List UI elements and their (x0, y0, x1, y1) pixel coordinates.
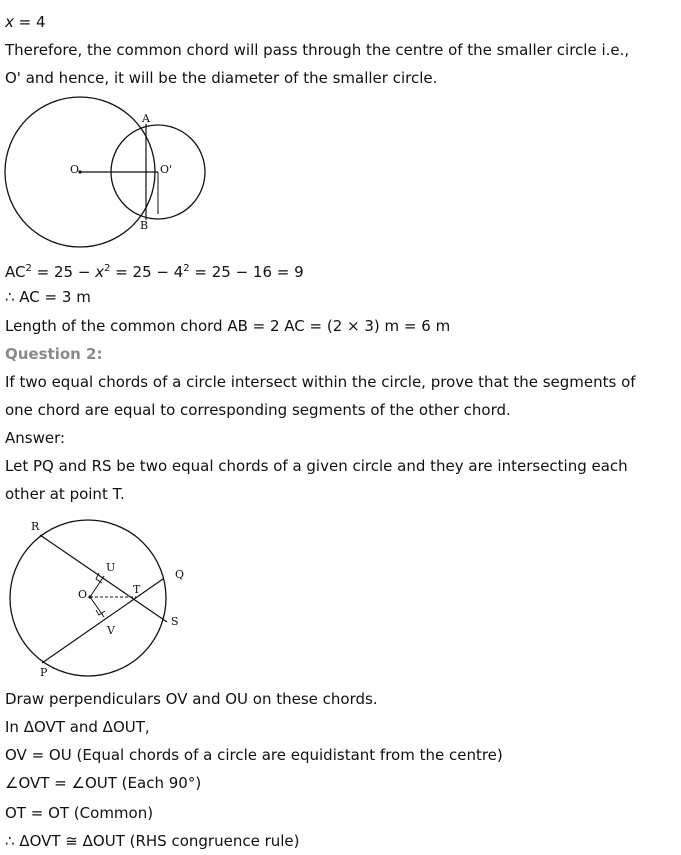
label-q: Q (175, 568, 185, 581)
paragraph-line: Let PQ and RS be two equal chords of a given circle and they are intersecting each (5, 457, 628, 475)
answer-heading: Answer: (5, 429, 66, 447)
label-v: V (107, 624, 115, 637)
equation-ac-squared (5, 259, 671, 282)
paragraph-line: ∠OVT = ∠OUT (Each 90°) (5, 774, 202, 792)
equal-chords-figure (0, 515, 200, 680)
label-o: O (70, 163, 80, 176)
paragraph-line: Draw perpendiculars OV and OU on these chords. (5, 690, 378, 708)
chord-pq (42, 579, 163, 663)
label-o: O (78, 588, 88, 601)
label-p: P (40, 666, 48, 679)
variable-x: x (95, 263, 105, 281)
superscript-2: 2 (104, 263, 111, 274)
chord-circle (10, 520, 166, 676)
paragraph-line: O' and hence, it will be the diameter of the smaller circle. (5, 69, 438, 87)
paragraph-line: OT = OT (Common) (5, 804, 154, 822)
intersecting-circles-figure (0, 92, 215, 237)
paragraph-line: In ΔOVT and ΔOUT, (5, 718, 150, 736)
paragraph-line: ∴ AC = 3 m (5, 288, 91, 306)
label-a: A (142, 112, 150, 125)
superscript-2: 2 (183, 263, 190, 274)
label-s: S (171, 615, 179, 628)
perpendicular-ov (90, 597, 104, 617)
centre-o-dot (88, 595, 91, 598)
equation-x-value (5, 12, 671, 32)
paragraph-line: Therefore, the common chord will pass through the centre of the smaller circle i.e., (5, 41, 630, 59)
question-text: If two equal chords of a circle intersect within the circle, prove that the segments of (5, 373, 636, 391)
label-o-prime: O' (160, 163, 173, 176)
label-t: T (133, 583, 141, 596)
paragraph-line: ∴ ΔOVT ≅ ΔOUT (RHS congruence rule) (5, 832, 300, 850)
question-text: one chord are equal to corresponding segments of the other chord. (5, 401, 511, 419)
ac-text: AC (5, 263, 26, 281)
superscript-2: 2 (25, 263, 32, 274)
label-r: R (31, 520, 40, 533)
question-heading: Question 2: (5, 345, 103, 363)
variable-x: x (5, 13, 14, 31)
ac-text-3: = 25 − 4 (110, 263, 184, 281)
paragraph-line: Length of the common chord AB = 2 AC = (2 × 3) m = 6 m (5, 317, 451, 335)
ac-text-4: = 25 − 16 = 9 (189, 263, 304, 281)
paragraph-line: OV = OU (Equal chords of a circle are equidistant from the centre) (5, 746, 503, 764)
label-u: U (106, 561, 116, 574)
paragraph-line: other at point T. (5, 485, 125, 503)
equation-x-rest: = 4 (13, 13, 46, 31)
ac-text-2: = 25 − (31, 263, 96, 281)
label-b: B (140, 219, 149, 232)
